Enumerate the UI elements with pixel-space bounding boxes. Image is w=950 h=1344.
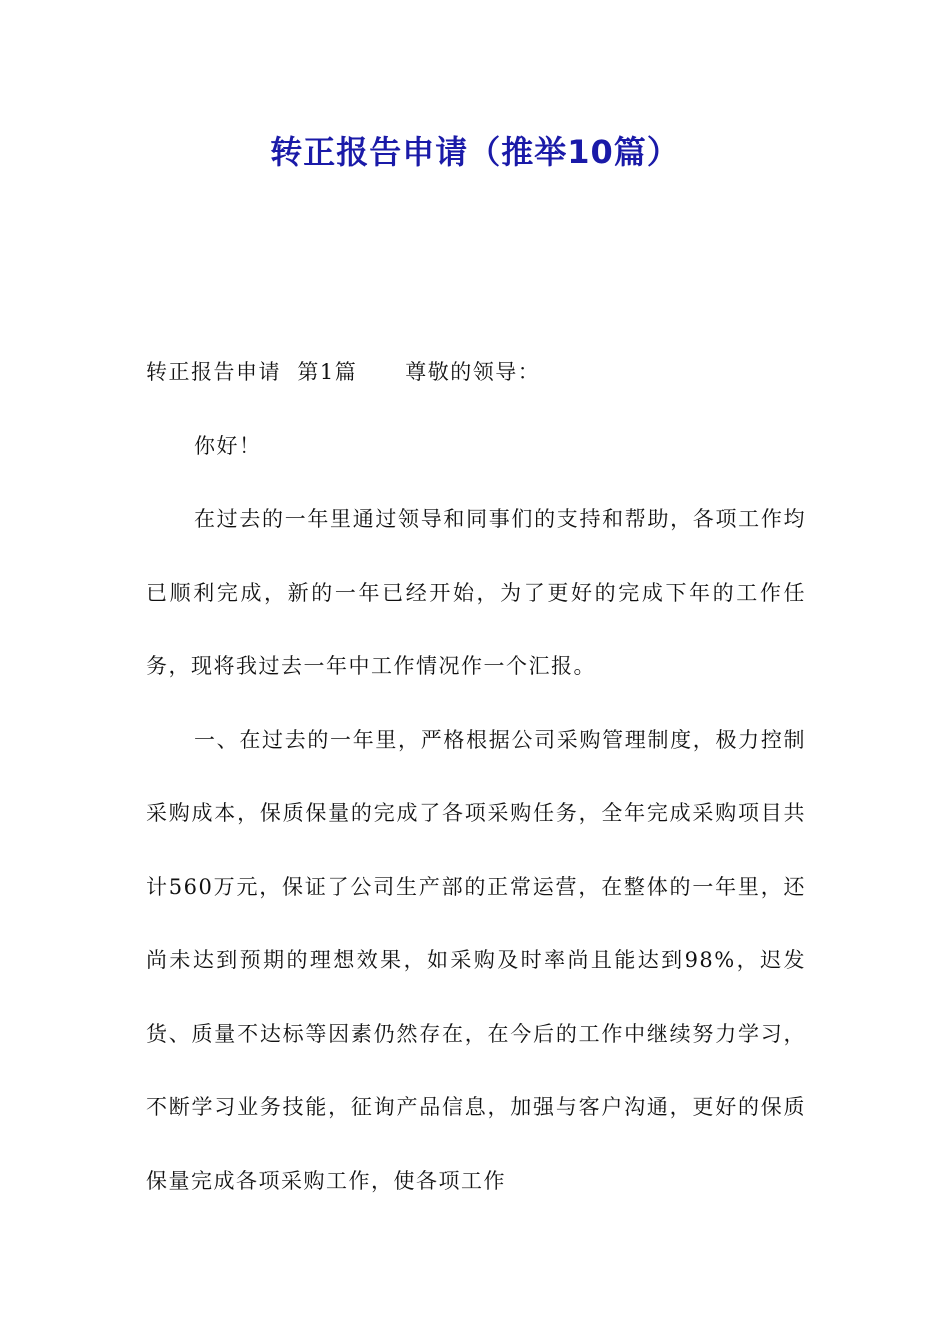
section-heading: 转正报告申请 第1篇 xyxy=(146,360,358,384)
greeting: 你好！ xyxy=(194,433,262,458)
paragraph-1: 在过去的一年里通过领导和同事们的支持和帮助，各项工作均已顺利完成，新的一年已经开始，为了更好的完成下年的工作任务，现将我过去一年中工作情况作一个汇报。 xyxy=(146,507,806,678)
document-body xyxy=(146,336,806,1218)
document-title: 转正报告申请（推举10篇） xyxy=(270,133,680,171)
salutation: 尊敬的领导： xyxy=(405,360,541,384)
section-heading-line xyxy=(146,336,806,410)
paragraph-2: 一、在过去的一年里，严格根据公司采购管理制度，极力控制采购成本，保质保量的完成了各项采购任务，全年完成采购项目共计560万元，保证了公司生产部的正常运营，在整体的一年里，还尚未达到预期的理想效果，如采购及时率尚且能达到98%，迟发货、质量不达标等因素仍然存在，在今后的工作中继续努力学习，不断学习业务技能，征询产品信息，加强与客户沟通，更好的保质保量完成各项采购工作，使各项工作 xyxy=(146,727,806,1193)
